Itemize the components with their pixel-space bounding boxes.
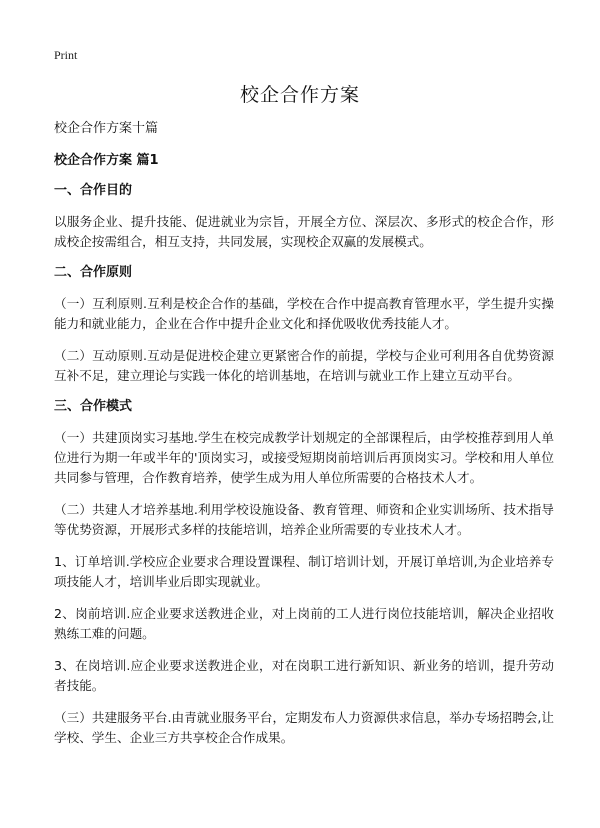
paragraph: 3、在岗培训.应企业要求送教进企业，对在岗职工进行新知识、新业务的培训，提升劳动者技能。 [54,658,554,693]
paragraph: 以服务企业、提升技能、促进就业为宗旨，开展全方位、深层次、多形式的校企合作，形成校企按需组合，相互支持，共同发展，实现校企双赢的发展模式。 [54,214,554,249]
paragraph: （一）共建顶岗实习基地.学生在校完成教学计划规定的全部课程后，由学校推荐到用人单位进行为期一年或半年的'顶岗实习，或接受短期岗前培训后再顶岗实习。学校和用人单位共同参与管理，合作教育培养，使学生成为用人单位所需要的合格技术人才。 [54,430,554,485]
section-heading-principles: 二、合作原则 [54,265,133,280]
paragraph: （二）共建人才培养基地.利用学校设施设备、教育管理、师资和企业实训场所、技术指导等优势资源，开展形式多样的技能培训，培养企业所需要的专业技术人才。 [54,502,554,537]
paragraph: 1、订单培训.学校应企业要求合理设置课程、制订培训计划，开展订单培训,为企业培养专项技能人才，培训毕业后即实现就业。 [54,554,554,589]
print-link[interactable]: Print [54,48,78,62]
part-heading: 校企合作方案 篇1 [54,153,159,168]
paragraph: 2、岗前培训.应企业要求送教进企业，对上岗前的工人进行岗位技能培训，解决企业招收熟练工难的问题。 [54,606,554,641]
document-body [54,120,554,760]
paragraph: （一）互利原则.互利是校企合作的基础，学校在合作中提高教育管理水平，学生提升实操能力和就业能力，企业在合作中提升企业文化和择优吸收优秀技能人才。 [54,296,554,331]
section-heading-purpose: 一、合作目的 [54,183,133,198]
paragraph: （二）互动原则.互动是促进校企建立更紧密合作的前提，学校与企业可利用各自优势资源互补不足，建立理论与实践一体化的培训基地，在培训与就业工作上建立互动平台。 [54,348,554,383]
paragraph: （三）共建服务平台.由青就业服务平台，定期发布人力资源供求信息，举办专场招聘会,让学校、学生、企业三方共享校企合作成果。 [54,710,554,745]
section-heading-modes: 三、合作模式 [54,399,133,414]
document-title: 校企合作方案 [239,84,360,106]
document-subtitle: 校企合作方案十篇 [54,121,159,136]
